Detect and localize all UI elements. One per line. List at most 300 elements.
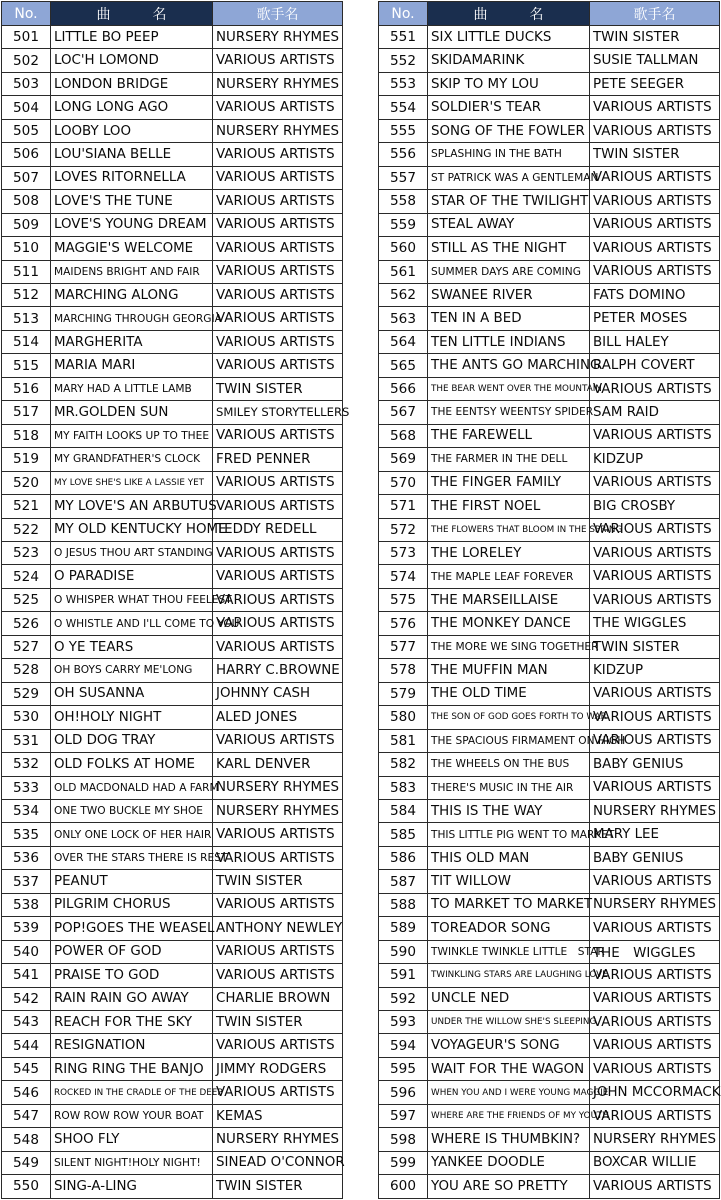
artist-name: VARIOUS ARTISTS <box>213 96 343 119</box>
song-number: 525 <box>2 588 51 611</box>
table-row <box>379 706 720 729</box>
song-title: MARCHING ALONG <box>51 283 213 306</box>
artist-name: KIDZUP <box>590 659 720 682</box>
song-title: THE MAPLE LEAF FOREVER <box>428 565 590 588</box>
artist-name: VARIOUS ARTISTS <box>213 940 343 963</box>
song-title: UNDER THE WILLOW SHE'S SLEEPING <box>428 1011 590 1034</box>
artist-name: NURSERY RHYMES <box>213 26 343 49</box>
table-row <box>2 495 343 518</box>
artist-name: VARIOUS ARTISTS <box>590 471 720 494</box>
table-row <box>379 166 720 189</box>
table-row <box>379 237 720 260</box>
song-title: YOU ARE SO PRETTY <box>428 1175 590 1198</box>
artist-name: NURSERY RHYMES <box>590 1128 720 1151</box>
artist-name: TWIN SISTER <box>590 635 720 658</box>
table-header-row <box>2 2 343 26</box>
song-title: THE WHEELS ON THE BUS <box>428 753 590 776</box>
header-no: No. <box>2 2 51 26</box>
artist-name: VARIOUS ARTISTS <box>213 588 343 611</box>
artist-name: VARIOUS ARTISTS <box>590 213 720 236</box>
song-number: 516 <box>2 377 51 400</box>
artist-name: TWIN SISTER <box>590 143 720 166</box>
table-row <box>2 964 343 987</box>
song-title: SHOO FLY <box>51 1128 213 1151</box>
table-row <box>2 659 343 682</box>
song-number: 509 <box>2 213 51 236</box>
song-number: 540 <box>2 940 51 963</box>
song-number: 556 <box>379 143 428 166</box>
table-row <box>379 893 720 916</box>
song-number: 592 <box>379 987 428 1010</box>
song-number: 501 <box>2 26 51 49</box>
song-title: MY OLD KENTUCKY HOME <box>51 518 213 541</box>
table-row <box>379 1175 720 1198</box>
header-no: No. <box>379 2 428 26</box>
artist-name: VARIOUS ARTISTS <box>213 166 343 189</box>
artist-name: TEDDY REDELL <box>213 518 343 541</box>
song-number: 544 <box>2 1034 51 1057</box>
artist-name: VARIOUS ARTISTS <box>590 870 720 893</box>
table-row <box>379 49 720 72</box>
artist-name: VARIOUS ARTISTS <box>213 307 343 330</box>
artist-name: PETE SEEGER <box>590 72 720 95</box>
song-number: 538 <box>2 893 51 916</box>
song-number: 580 <box>379 706 428 729</box>
song-number: 552 <box>379 49 428 72</box>
table-row <box>2 401 343 424</box>
table-row <box>2 917 343 940</box>
song-number: 548 <box>2 1128 51 1151</box>
song-title: TWINKLING STARS ARE LAUGHING LOVE <box>428 964 590 987</box>
artist-name: VARIOUS ARTISTS <box>590 682 720 705</box>
table-row <box>2 846 343 869</box>
table-row <box>379 1011 720 1034</box>
artist-name: VARIOUS ARTISTS <box>213 190 343 213</box>
table-row <box>2 588 343 611</box>
header-artist: 歌手名 <box>590 2 720 26</box>
artist-name: KIDZUP <box>590 448 720 471</box>
song-title: MAIDENS BRIGHT AND FAIR <box>51 260 213 283</box>
song-title: OLD DOG TRAY <box>51 729 213 752</box>
artist-name: BABY GENIUS <box>590 846 720 869</box>
song-title: LOVES RITORNELLA <box>51 166 213 189</box>
song-number: 542 <box>2 987 51 1010</box>
song-title: SPLASHING IN THE BATH <box>428 143 590 166</box>
song-number: 545 <box>2 1057 51 1080</box>
artist-name: VARIOUS ARTISTS <box>590 541 720 564</box>
song-title: MARIA MARI <box>51 354 213 377</box>
song-number: 534 <box>2 799 51 822</box>
artist-name: SAM RAID <box>590 401 720 424</box>
song-title: SOLDIER'S TEAR <box>428 96 590 119</box>
artist-name: NURSERY RHYMES <box>213 776 343 799</box>
artist-name: VARIOUS ARTISTS <box>590 987 720 1010</box>
song-title: RAIN RAIN GO AWAY <box>51 987 213 1010</box>
table-row <box>379 401 720 424</box>
artist-name: VARIOUS ARTISTS <box>590 917 720 940</box>
song-title: ONLY ONE LOCK OF HER HAIR <box>51 823 213 846</box>
song-number: 515 <box>2 354 51 377</box>
song-number: 532 <box>2 753 51 776</box>
artist-name: VARIOUS ARTISTS <box>590 1175 720 1198</box>
song-title: MR.GOLDEN SUN <box>51 401 213 424</box>
artist-name: BIG CROSBY <box>590 495 720 518</box>
song-title: THE MARSEILLAISE <box>428 588 590 611</box>
song-number: 543 <box>2 1011 51 1034</box>
artist-name: BOXCAR WILLIE <box>590 1151 720 1174</box>
table-row <box>2 471 343 494</box>
song-table-right <box>378 1 720 1199</box>
table-row <box>2 354 343 377</box>
table-row <box>2 823 343 846</box>
song-title: WHERE IS THUMBKIN? <box>428 1128 590 1151</box>
song-number: 506 <box>2 143 51 166</box>
song-number: 593 <box>379 1011 428 1034</box>
artist-name: SUSIE TALLMAN <box>590 49 720 72</box>
song-title: LONDON BRIDGE <box>51 72 213 95</box>
artist-name: VARIOUS ARTISTS <box>590 119 720 142</box>
table-row <box>2 260 343 283</box>
song-number: 577 <box>379 635 428 658</box>
song-title: THE MUFFIN MAN <box>428 659 590 682</box>
table-row <box>2 1151 343 1174</box>
song-title: YANKEE DOODLE <box>428 1151 590 1174</box>
song-title: PILGRIM CHORUS <box>51 893 213 916</box>
table-row <box>2 307 343 330</box>
song-number: 529 <box>2 682 51 705</box>
song-title: LONG LONG AGO <box>51 96 213 119</box>
song-title: VOYAGEUR'S SONG <box>428 1034 590 1057</box>
song-number: 528 <box>2 659 51 682</box>
song-number: 517 <box>2 401 51 424</box>
table-row <box>2 893 343 916</box>
table-row <box>379 565 720 588</box>
artist-name: JIMMY RODGERS <box>213 1057 343 1080</box>
artist-name: VARIOUS ARTISTS <box>590 706 720 729</box>
table-row <box>379 940 720 963</box>
table-row <box>379 307 720 330</box>
song-title: THE OLD TIME <box>428 682 590 705</box>
artist-name: VARIOUS ARTISTS <box>213 565 343 588</box>
song-title: RING RING THE BANJO <box>51 1057 213 1080</box>
table-row <box>379 846 720 869</box>
table-row <box>2 237 343 260</box>
table-row <box>2 940 343 963</box>
artist-name: PETER MOSES <box>590 307 720 330</box>
artist-name: VARIOUS ARTISTS <box>213 260 343 283</box>
song-number: 546 <box>2 1081 51 1104</box>
artist-name: RALPH COVERT <box>590 354 720 377</box>
table-row <box>2 870 343 893</box>
song-title: THE SON OF GOD GOES FORTH TO WAR <box>428 706 590 729</box>
song-title: RESIGNATION <box>51 1034 213 1057</box>
artist-name: VARIOUS ARTISTS <box>590 518 720 541</box>
header-title: 曲 名 <box>51 2 213 26</box>
artist-name: TWIN SISTER <box>590 26 720 49</box>
artist-name: VARIOUS ARTISTS <box>590 237 720 260</box>
song-number: 531 <box>2 729 51 752</box>
song-number: 554 <box>379 96 428 119</box>
song-number: 511 <box>2 260 51 283</box>
artist-name: VARIOUS ARTISTS <box>213 846 343 869</box>
artist-name: BABY GENIUS <box>590 753 720 776</box>
artist-name: VARIOUS ARTISTS <box>590 1057 720 1080</box>
artist-name: VARIOUS ARTISTS <box>213 729 343 752</box>
table-row <box>379 96 720 119</box>
song-title: ONE TWO BUCKLE MY SHOE <box>51 799 213 822</box>
artist-name: VARIOUS ARTISTS <box>213 471 343 494</box>
table-row <box>379 1081 720 1104</box>
song-number: 541 <box>2 964 51 987</box>
artist-name: VARIOUS ARTISTS <box>213 354 343 377</box>
song-title: PRAISE TO GOD <box>51 964 213 987</box>
song-title: THE MONKEY DANCE <box>428 612 590 635</box>
song-title: TIT WILLOW <box>428 870 590 893</box>
table-row <box>2 753 343 776</box>
table-row <box>379 26 720 49</box>
song-number: 527 <box>2 635 51 658</box>
table-row <box>379 518 720 541</box>
song-number: 582 <box>379 753 428 776</box>
table-row <box>2 72 343 95</box>
song-title: TO MARKET TO MARKET <box>428 893 590 916</box>
song-number: 558 <box>379 190 428 213</box>
artist-name: VARIOUS ARTISTS <box>590 166 720 189</box>
artist-name: VARIOUS ARTISTS <box>590 96 720 119</box>
song-title: OH!HOLY NIGHT <box>51 706 213 729</box>
artist-name: NURSERY RHYMES <box>213 119 343 142</box>
song-table-left <box>1 1 350 1199</box>
artist-name: VARIOUS ARTISTS <box>213 424 343 447</box>
table-row <box>2 518 343 541</box>
artist-name: SINEAD O'CONNOR <box>213 1151 343 1174</box>
song-title: SIX LITTLE DUCKS <box>428 26 590 49</box>
table-row <box>379 354 720 377</box>
song-number: 565 <box>379 354 428 377</box>
table-row <box>2 682 343 705</box>
artist-name: MARY LEE <box>590 823 720 846</box>
table-row <box>379 72 720 95</box>
artist-name: THE WIGGLES <box>590 612 720 635</box>
song-title: OH BOYS CARRY ME'LONG <box>51 659 213 682</box>
artist-name: VARIOUS ARTISTS <box>590 729 720 752</box>
song-number: 550 <box>2 1175 51 1198</box>
song-number: 514 <box>2 330 51 353</box>
artist-name: ALED JONES <box>213 706 343 729</box>
table-row <box>2 448 343 471</box>
artist-name: VARIOUS ARTISTS <box>213 495 343 518</box>
song-number: 586 <box>379 846 428 869</box>
song-title: MARGHERITA <box>51 330 213 353</box>
table-row <box>379 635 720 658</box>
song-title: MY LOVE SHE'S LIKE A LASSIE YET <box>51 471 213 494</box>
table-row <box>379 260 720 283</box>
artist-name: VARIOUS ARTISTS <box>213 213 343 236</box>
artist-name: TWIN SISTER <box>213 1175 343 1198</box>
table-row <box>2 49 343 72</box>
song-title: ROCKED IN THE CRADLE OF THE DEEP <box>51 1081 213 1104</box>
song-number: 589 <box>379 917 428 940</box>
song-number: 513 <box>2 307 51 330</box>
song-title: THIS LITTLE PIG WENT TO MARKET <box>428 823 590 846</box>
artist-name: HARRY C.BROWNE <box>213 659 343 682</box>
song-title: LOVE'S THE TUNE <box>51 190 213 213</box>
table-row <box>2 26 343 49</box>
table-row <box>379 917 720 940</box>
artist-name: VARIOUS ARTISTS <box>590 1011 720 1034</box>
song-title: ROW ROW ROW YOUR BOAT <box>51 1104 213 1127</box>
table-row <box>379 119 720 142</box>
song-number: 564 <box>379 330 428 353</box>
song-number: 559 <box>379 213 428 236</box>
table-row <box>379 776 720 799</box>
song-title: LOOBY LOO <box>51 119 213 142</box>
song-number: 503 <box>2 72 51 95</box>
table-row <box>379 612 720 635</box>
song-title: THIS IS THE WAY <box>428 799 590 822</box>
table-row <box>379 424 720 447</box>
artist-name: VARIOUS ARTISTS <box>590 377 720 400</box>
song-title: PEANUT <box>51 870 213 893</box>
song-number: 595 <box>379 1057 428 1080</box>
song-title: REACH FOR THE SKY <box>51 1011 213 1034</box>
song-title: MY LOVE'S AN ARBUTUS <box>51 495 213 518</box>
artist-name: FRED PENNER <box>213 448 343 471</box>
artist-name: VARIOUS ARTISTS <box>213 964 343 987</box>
song-title: LOVE'S YOUNG DREAM <box>51 213 213 236</box>
table-row <box>2 1081 343 1104</box>
song-title: MARY HAD A LITTLE LAMB <box>51 377 213 400</box>
song-number: 561 <box>379 260 428 283</box>
song-number: 510 <box>2 237 51 260</box>
song-number: 570 <box>379 471 428 494</box>
table-row <box>2 166 343 189</box>
song-title: THE FLOWERS THAT BLOOM IN THE SPRING <box>428 518 590 541</box>
song-number: 591 <box>379 964 428 987</box>
artist-name: VARIOUS ARTISTS <box>213 49 343 72</box>
song-title: MAGGIE'S WELCOME <box>51 237 213 260</box>
artist-name: VARIOUS ARTISTS <box>213 1034 343 1057</box>
song-number: 588 <box>379 893 428 916</box>
song-title: POP!GOES THE WEASEL <box>51 917 213 940</box>
song-title: POWER OF GOD <box>51 940 213 963</box>
artist-name: NURSERY RHYMES <box>213 1128 343 1151</box>
song-title: O JESUS THOU ART STANDING <box>51 541 213 564</box>
song-title: MARCHING THROUGH GEORGIA <box>51 307 213 330</box>
song-title: SONG OF THE FOWLER <box>428 119 590 142</box>
song-number: 562 <box>379 283 428 306</box>
artist-name: VARIOUS ARTISTS <box>213 1081 343 1104</box>
table-row <box>379 659 720 682</box>
artist-name: TWIN SISTER <box>213 1011 343 1034</box>
song-number: 553 <box>379 72 428 95</box>
table-row <box>2 119 343 142</box>
song-number: 547 <box>2 1104 51 1127</box>
song-title: THE FARMER IN THE DELL <box>428 448 590 471</box>
song-title: WHERE ARE THE FRIENDS OF MY YOUTH <box>428 1104 590 1127</box>
artist-name: VARIOUS ARTISTS <box>213 823 343 846</box>
song-title: O PARADISE <box>51 565 213 588</box>
table-row <box>379 541 720 564</box>
artist-name: BILL HALEY <box>590 330 720 353</box>
song-title: LOU'SIANA BELLE <box>51 143 213 166</box>
song-number: 576 <box>379 612 428 635</box>
artist-name: VARIOUS ARTISTS <box>590 776 720 799</box>
table-row <box>2 1034 343 1057</box>
table-row <box>379 213 720 236</box>
song-number: 560 <box>379 237 428 260</box>
table-row <box>2 776 343 799</box>
artist-name: TWIN SISTER <box>213 377 343 400</box>
song-title: ST PATRICK WAS A GENTLEMAN <box>428 166 590 189</box>
song-title: THERE'S MUSIC IN THE AIR <box>428 776 590 799</box>
table-row <box>2 799 343 822</box>
table-row <box>2 1104 343 1127</box>
song-number: 590 <box>379 940 428 963</box>
table-row <box>2 424 343 447</box>
header-title: 曲 名 <box>428 2 590 26</box>
artist-name: VARIOUS ARTISTS <box>213 541 343 564</box>
song-number: 555 <box>379 119 428 142</box>
table-row <box>379 753 720 776</box>
song-title: STILL AS THE NIGHT <box>428 237 590 260</box>
table-row <box>379 330 720 353</box>
song-number: 594 <box>379 1034 428 1057</box>
table-row <box>2 190 343 213</box>
song-number: 521 <box>2 495 51 518</box>
song-title: TEN LITTLE INDIANS <box>428 330 590 353</box>
song-number: 524 <box>2 565 51 588</box>
song-title: SILENT NIGHT!HOLY NIGHT! <box>51 1151 213 1174</box>
table-row <box>2 1175 343 1198</box>
table-row <box>379 1057 720 1080</box>
song-title: TWINKLE TWINKLE LITTLE STAR <box>428 940 590 963</box>
song-title: OVER THE STARS THERE IS REST <box>51 846 213 869</box>
song-title: THE FAREWELL <box>428 424 590 447</box>
table-row <box>379 448 720 471</box>
song-number: 563 <box>379 307 428 330</box>
table-row <box>2 565 343 588</box>
song-number: 523 <box>2 541 51 564</box>
artist-name: NURSERY RHYMES <box>213 72 343 95</box>
artist-name: KARL DENVER <box>213 753 343 776</box>
song-title: SWANEE RIVER <box>428 283 590 306</box>
table-row <box>379 729 720 752</box>
song-title: UNCLE NED <box>428 987 590 1010</box>
song-number: 568 <box>379 424 428 447</box>
table-row <box>379 682 720 705</box>
song-number: 599 <box>379 1151 428 1174</box>
table-row <box>2 96 343 119</box>
song-number: 507 <box>2 166 51 189</box>
song-title: THE FINGER FAMILY <box>428 471 590 494</box>
song-title: OH SUSANNA <box>51 682 213 705</box>
song-title: OLD MACDONALD HAD A FARM <box>51 776 213 799</box>
song-number: 574 <box>379 565 428 588</box>
table-row <box>379 799 720 822</box>
table-row <box>379 588 720 611</box>
song-number: 578 <box>379 659 428 682</box>
song-number: 518 <box>2 424 51 447</box>
song-number: 583 <box>379 776 428 799</box>
song-title: MY GRANDFATHER'S CLOCK <box>51 448 213 471</box>
song-number: 537 <box>2 870 51 893</box>
song-title: SKIDAMARINK <box>428 49 590 72</box>
table-row <box>2 1011 343 1034</box>
song-title: SUMMER DAYS ARE COMING <box>428 260 590 283</box>
song-title: O WHISTLE AND I'LL COME TO YOU <box>51 612 213 635</box>
song-number: 530 <box>2 706 51 729</box>
